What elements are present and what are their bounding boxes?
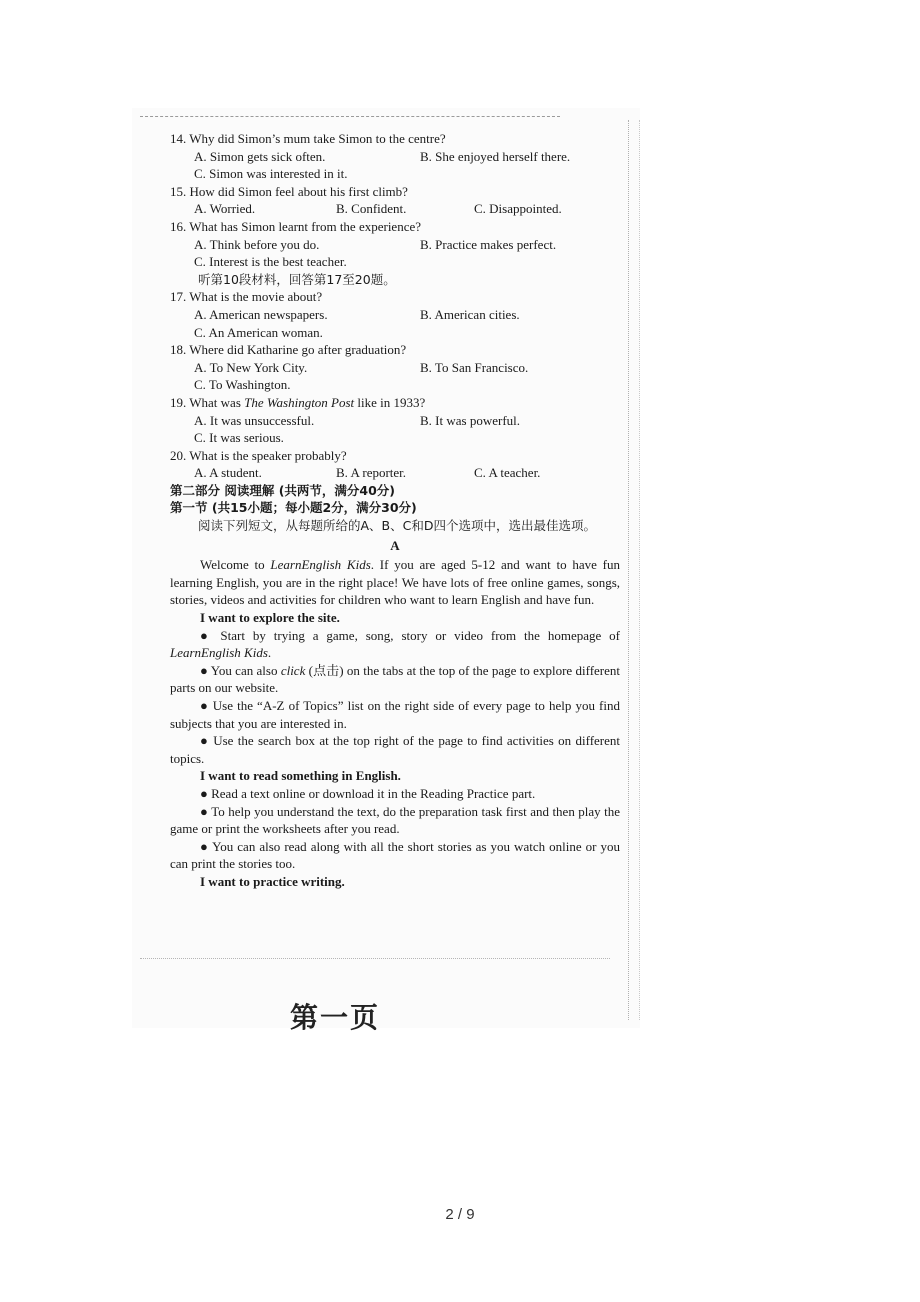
question-19 <box>170 394 620 447</box>
question-18 <box>170 341 620 394</box>
question-stem: 14. Why did Simon’s mum take Simon to the centre? <box>170 131 446 146</box>
site-name: LearnEnglish Kids <box>270 557 371 573</box>
exam-page-content <box>170 130 620 891</box>
question-stem: 17. What is the movie about? <box>170 289 323 305</box>
bullet-text: ● You can also <box>200 662 281 678</box>
newspaper-title: The Washington Post <box>244 394 355 410</box>
intro-text: Welcome to <box>200 557 271 573</box>
stem-text: like in 1933? <box>354 394 426 410</box>
options-row <box>170 464 620 482</box>
question-stem <box>170 394 620 412</box>
page-indicator: 2 / 9 <box>445 1206 475 1223</box>
options-row <box>170 253 620 271</box>
question-stem: 15. How did Simon feel about his first climb? <box>170 183 408 199</box>
option-a: A. To New York City. <box>194 359 308 375</box>
option-a: A. A student. <box>194 465 262 481</box>
option-b: B. She enjoyed herself there. <box>420 148 571 164</box>
bullet-text: (点击) on the tabs at the top of the page to explore different parts on our website. <box>170 662 621 696</box>
options-row <box>170 148 620 166</box>
options-row <box>170 376 620 394</box>
site-name: LearnEnglish Kids <box>170 645 268 661</box>
handwritten-page-label: 第一页 <box>290 1001 381 1034</box>
top-border-line <box>140 116 560 117</box>
option-c: C. Interest is the best teacher. <box>194 254 347 270</box>
option-c: C. Simon was interested in it. <box>194 166 348 182</box>
option-c: C. An American woman. <box>194 324 323 340</box>
passage-intro <box>170 556 620 609</box>
option-a: A. Simon gets sick often. <box>194 148 326 164</box>
click-word: click <box>280 662 306 678</box>
stem-text: 19. What was <box>170 394 245 410</box>
bullet-item: ● To help you understand the text, do the preparation task first and then play the game or print the worksheets after you read. <box>170 803 620 837</box>
option-b: B. American cities. <box>420 306 520 322</box>
bullet-item <box>170 662 620 697</box>
binding-edge <box>628 120 640 1020</box>
option-a: A. Think before you do. <box>194 236 320 252</box>
bullet-text: . <box>267 645 272 661</box>
question-20 <box>170 447 620 482</box>
heading-explore: I want to explore the site. <box>200 610 340 626</box>
bullet-item <box>170 627 620 662</box>
option-b: B. Confident. <box>336 201 407 217</box>
heading-write: I want to practice writing. <box>200 873 345 889</box>
bullet-item: ● You can also read along with all the short stories as you watch online or you can print the stories too. <box>170 838 620 872</box>
listening-instruction: 听第10段材料，回答第17至20题。 <box>198 271 396 287</box>
bullet-item: ● Use the “A-Z of Topics” list on the right side of every page to help you find subjects that you are interested in. <box>170 698 620 731</box>
option-c: C. A teacher. <box>474 465 541 481</box>
reading-instruction: 阅读下列短文，从每题所给的A、B、C和D四个选项中，选出最佳选项。 <box>198 518 596 534</box>
options-row <box>170 412 620 430</box>
question-stem: 20. What is the speaker probably? <box>170 447 347 463</box>
question-15 <box>170 183 620 218</box>
option-c: C. Disappointed. <box>474 201 562 217</box>
option-a: A. Worried. <box>194 201 256 217</box>
options-row <box>170 236 620 254</box>
intro-text: . If you are aged 5-12 and want to have fun learning English, you are in the right place! We have lots of free online games, songs, stories, videos and activities for children who want to learn English and have fun. <box>170 557 621 608</box>
option-a: A. It was unsuccessful. <box>194 412 315 428</box>
section-one-title: 第一节 (共15小题；每小题2分，满分30分) <box>170 500 417 516</box>
option-c: C. It was serious. <box>194 430 284 446</box>
question-14 <box>170 130 620 183</box>
option-b: B. Practice makes perfect. <box>420 236 557 252</box>
options-row <box>170 165 620 183</box>
options-row <box>170 306 620 324</box>
options-row <box>170 359 620 377</box>
question-stem: 18. Where did Katharine go after graduation? <box>170 342 407 358</box>
heading-read: I want to read something in English. <box>200 768 401 784</box>
option-b: B. It was powerful. <box>420 412 521 428</box>
bottom-border-line <box>140 958 610 959</box>
bullet-text: ● Start by trying a game, song, story or video from the homepage of <box>200 627 620 643</box>
option-c: C. To Washington. <box>194 377 291 393</box>
options-row <box>170 429 620 447</box>
question-stem: 16. What has Simon learnt from the experience? <box>170 218 422 234</box>
part-two-title: 第二部分 阅读理解 (共两节，满分40分) <box>170 482 396 498</box>
option-b: B. To San Francisco. <box>420 359 529 375</box>
question-17 <box>170 288 620 341</box>
bullet-item: ● Read a text online or download it in the Reading Practice part. <box>200 785 536 801</box>
question-16 <box>170 218 620 271</box>
options-row <box>170 200 620 218</box>
options-row <box>170 324 620 342</box>
option-a: A. American newspapers. <box>194 306 328 322</box>
bullet-item: ● Use the search box at the top right of the page to find activities on different topics. <box>170 733 620 766</box>
option-b: B. A reporter. <box>336 465 407 481</box>
passage-letter: A <box>390 537 400 553</box>
